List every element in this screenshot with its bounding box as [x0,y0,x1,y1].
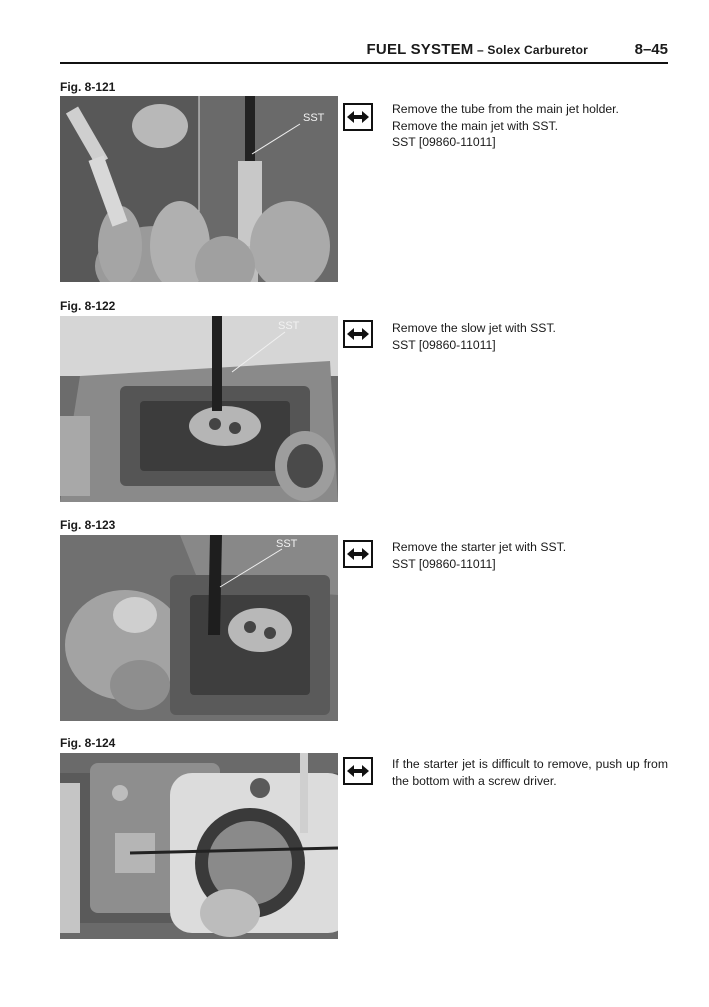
page-header [60,40,668,64]
step-line: SST [09860-11011] [392,556,496,571]
sst-callout-8-123: SST [276,538,298,550]
step-icon-8-121 [343,103,373,131]
figure-label-8-122: Fig. 8-122 [60,299,116,313]
double-arrow-icon [347,327,369,341]
step-line: SST [09860-11011] [392,135,496,149]
step-text-8-124 [392,756,668,789]
double-arrow-icon [347,547,369,561]
step-line: Remove the main jet with SST. [392,118,558,133]
step-icon-8-124 [343,757,373,785]
photo-starter-jet-removal [60,535,338,721]
section-title-main: FUEL SYSTEM [366,41,474,58]
step-text-8-122 [392,320,668,353]
figure-photo-8-124 [60,753,338,939]
double-arrow-icon [347,764,369,778]
figure-photo-8-123 [60,535,338,721]
step-icon-8-122 [343,320,373,348]
step-line: Remove the slow jet with SST. [392,321,556,335]
step-line: SST [09860-11011] [392,337,496,352]
figure-photo-8-121 [60,96,338,282]
step-paragraph: If the starter jet is difficult to remove, push up from the bottom with a screw driver. [392,757,668,788]
figure-label-8-124: Fig. 8-124 [60,736,116,750]
double-arrow-icon [347,110,369,124]
figure-label-8-123: Fig. 8-123 [60,518,116,532]
step-line: Remove the tube from the main jet holder. [392,102,619,116]
photo-starter-jet-push [60,753,338,939]
step-line: Remove the starter jet with SST. [392,540,567,554]
figure-label-8-121: Fig. 8-121 [60,80,116,94]
section-title [367,41,588,58]
photo-main-jet-removal [60,96,338,282]
step-text-8-123 [392,539,668,572]
page-number: 8–45 [634,41,668,58]
sst-callout-8-121: SST [303,112,325,124]
figure-photo-8-122 [60,316,338,502]
step-icon-8-123 [343,540,373,568]
photo-slow-jet-removal [60,316,338,502]
sst-callout-8-122: SST [278,320,300,332]
step-text-8-121 [392,101,668,151]
section-subtitle: – Solex Carburetor [473,43,588,57]
